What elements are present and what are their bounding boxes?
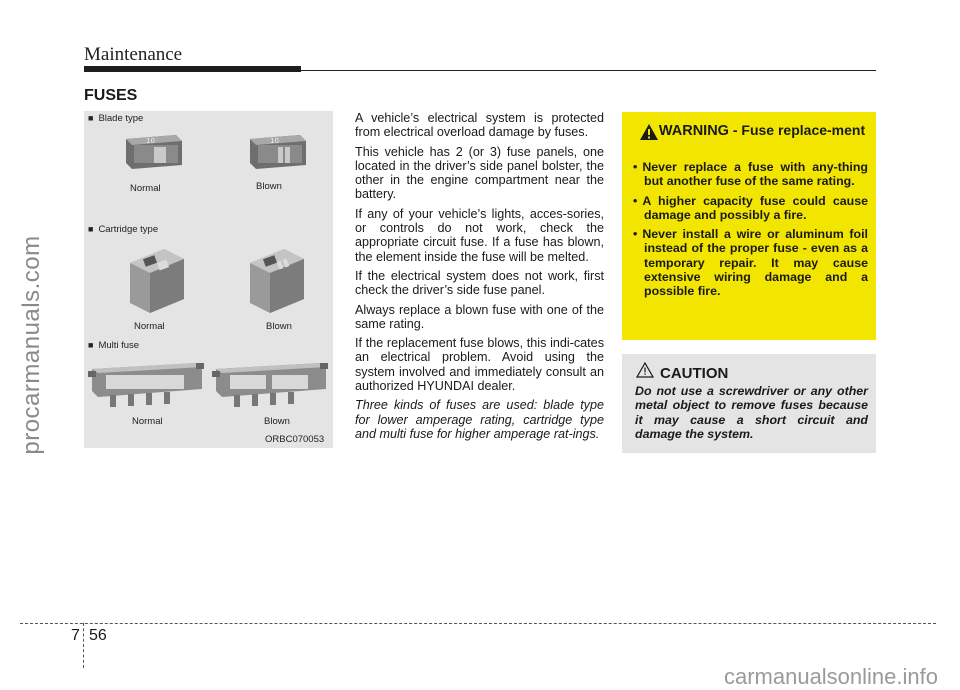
warning-item: • Never replace a fuse with any-thing but another fuse of the same rating. (630, 160, 868, 189)
warning-box (622, 112, 876, 340)
warning-item: • Never install a wire or aluminum foil instead of the proper fuse - even as a temporary repair. It may cause extensive wiring damage and a possible fire. (630, 227, 868, 298)
cartridge-normal-label: Normal (134, 321, 165, 332)
warning-item: • A higher capacity fuse could cause damage and possibly a fire. (630, 194, 868, 223)
caution-title: CAUTION (660, 365, 729, 382)
warning-subtitle: - Fuse replace-ment (728, 122, 866, 138)
body-paragraph: A vehicle’s electrical system is protected from electrical overload damage by fuses. (355, 111, 604, 140)
body-paragraph-italic: Three kinds of fuses are used: blade type for lower amperage rating, cartridge type and multi fuse for higher amperage rat-ings. (355, 398, 604, 441)
section-title: FUSES (84, 87, 138, 104)
side-watermark-text: procarmanuals.com (18, 235, 45, 455)
warning-title-line (622, 122, 876, 140)
blade-normal-label: Normal (130, 183, 161, 194)
multi-blown-label: Blown (264, 416, 290, 427)
multi-fuse-label: ■ Multi fuse (88, 340, 139, 351)
body-text (355, 111, 604, 446)
footer-vertical-divider (83, 623, 84, 668)
multi-fuse-blown-image (212, 359, 330, 411)
svg-text:10: 10 (270, 137, 279, 145)
body-paragraph: If the replacement fuse blows, this indi-cates an electrical problem. Avoid using the system involved and immediately consult an authorized HYUNDAI dealer. (355, 336, 604, 394)
blade-fuse-blown-image (248, 131, 308, 171)
figure-code: ORBC070053 (265, 434, 325, 445)
multi-fuse-normal-image (88, 359, 206, 411)
blade-blown-label: Blown (256, 181, 282, 192)
caution-triangle-icon (636, 362, 654, 378)
header-bar (84, 66, 301, 72)
multi-normal-label: Normal (132, 416, 163, 427)
cartridge-fuse-blown-image (244, 245, 308, 315)
svg-text:10: 10 (146, 137, 155, 145)
page-number: 56 (89, 627, 107, 644)
body-paragraph: Always replace a blown fuse with one of the same rating. (355, 302, 604, 331)
header-line (301, 70, 876, 71)
body-paragraph: This vehicle has 2 (or 3) fuse panels, one located in the driver’s side panel bolster, the other in the engine compartment near the battery. (355, 144, 604, 202)
caution-box (622, 354, 876, 453)
warning-title: WARNING (658, 123, 729, 139)
warning-list (630, 160, 868, 304)
bottom-watermark: carmanualsonline.info (723, 664, 938, 689)
body-paragraph: If any of your vehicle’s lights, acces-sories, or controls do not work, check the appropriate circuit fuse. If a fuse has blown, the element inside the fuse will be melted. (355, 206, 604, 264)
body-paragraph: If the electrical system does not work, first check the driver’s side fuse panel. (355, 268, 604, 298)
cartridge-type-label: ■ Cartridge type (88, 224, 158, 235)
blade-fuse-normal-image (124, 131, 184, 171)
caution-text: Do not use a screwdriver or any other metal object to remove fuses because it may cause a short circuit and damage the system. (635, 384, 868, 441)
warning-header (622, 122, 876, 140)
side-watermark (14, 100, 50, 590)
fuse-figure (84, 111, 333, 448)
header-title: Maintenance (84, 44, 183, 65)
cartridge-blown-label: Blown (266, 321, 292, 332)
footer-divider (20, 623, 936, 624)
chapter-number: 7 (71, 627, 80, 644)
blade-type-label: ■ Blade type (88, 113, 143, 124)
cartridge-fuse-normal-image (124, 245, 188, 315)
